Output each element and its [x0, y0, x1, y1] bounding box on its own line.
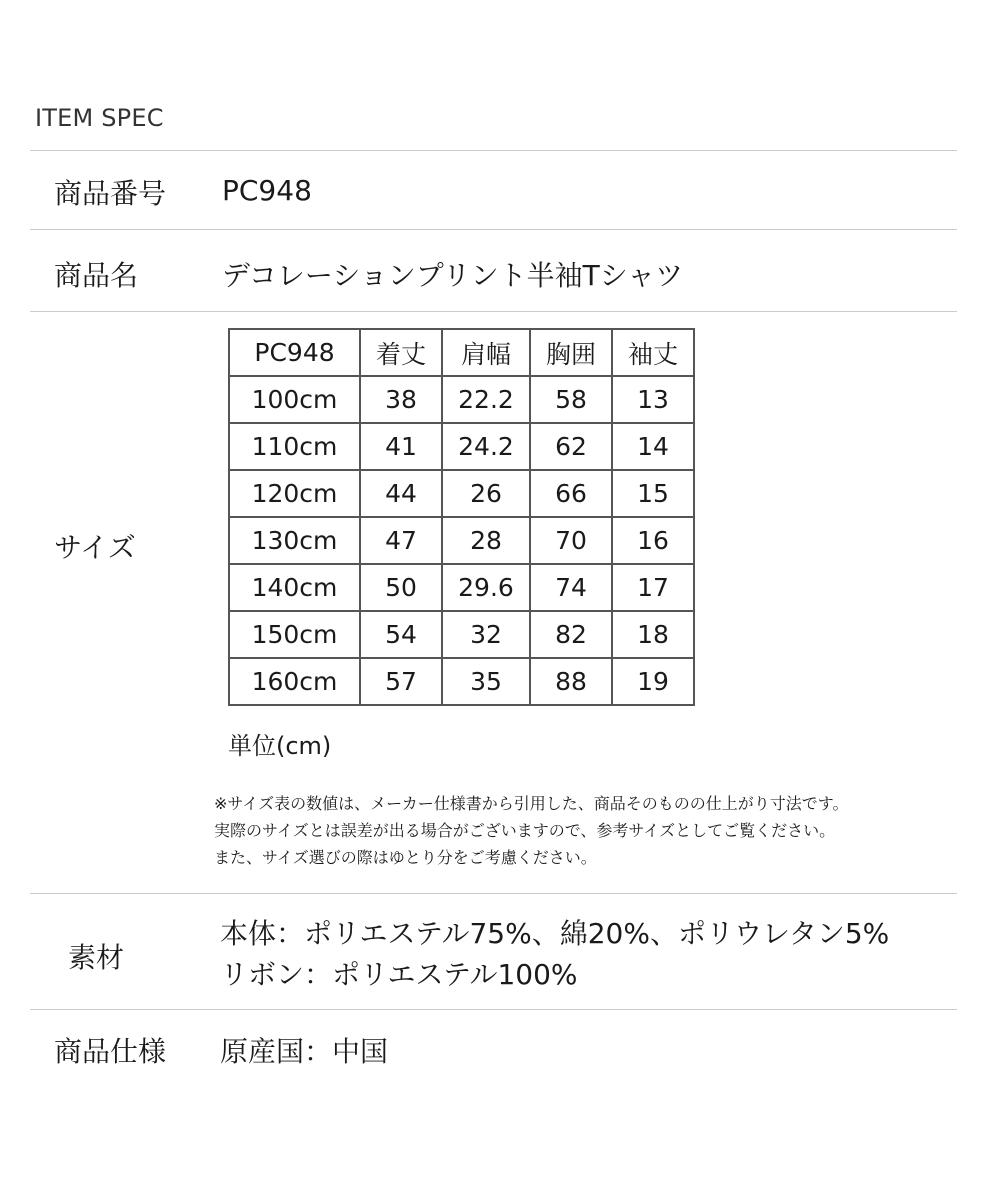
divider [30, 1009, 957, 1010]
divider [30, 893, 957, 894]
size-table-header-cell: 着丈 [360, 329, 442, 376]
item-number-value: PC948 [222, 174, 312, 207]
spec-label: 商品仕様 [54, 1035, 167, 1068]
size-table [228, 328, 695, 706]
section-title: ITEM SPEC [35, 104, 164, 132]
size-table-cell: 82 [530, 611, 612, 658]
size-table-header-row [229, 329, 694, 376]
size-table-header-cell: PC948 [229, 329, 360, 376]
item-name-value: デコレーションプリント半袖Tシャツ [222, 259, 684, 292]
size-table-cell: 38 [360, 376, 442, 423]
size-table-cell: 28 [442, 517, 530, 564]
size-table-cell: 35 [442, 658, 530, 705]
material-line: 本体：ポリエステル75%、綿20%、ポリウレタン5% [220, 917, 890, 950]
size-table-cell: 24.2 [442, 423, 530, 470]
item-name-label: 商品名 [54, 259, 139, 292]
material-label: 素材 [68, 941, 125, 974]
size-table-cell: 18 [612, 611, 694, 658]
size-table-unit: 単位(cm) [228, 732, 332, 760]
size-table-cell: 140cm [229, 564, 360, 611]
size-table-cell: 100cm [229, 376, 360, 423]
size-table-header-cell: 胸囲 [530, 329, 612, 376]
size-table-cell: 130cm [229, 517, 360, 564]
size-table-cell: 74 [530, 564, 612, 611]
size-note-line: また、サイズ選びの際はゆとり分をご考慮ください。 [214, 848, 597, 867]
size-table-cell: 62 [530, 423, 612, 470]
size-table-cell: 70 [530, 517, 612, 564]
table-row [229, 658, 694, 705]
size-table-cell: 29.6 [442, 564, 530, 611]
size-table-cell: 13 [612, 376, 694, 423]
size-table-cell: 160cm [229, 658, 360, 705]
size-table-cell: 54 [360, 611, 442, 658]
table-row [229, 611, 694, 658]
size-table-cell: 19 [612, 658, 694, 705]
size-table-cell: 16 [612, 517, 694, 564]
table-row [229, 564, 694, 611]
table-row [229, 423, 694, 470]
size-table-cell: 32 [442, 611, 530, 658]
size-table-cell: 47 [360, 517, 442, 564]
size-table-cell: 88 [530, 658, 612, 705]
table-row [229, 376, 694, 423]
size-table-cell: 17 [612, 564, 694, 611]
size-table-cell: 66 [530, 470, 612, 517]
size-table-cell: 57 [360, 658, 442, 705]
table-row [229, 470, 694, 517]
size-table-cell: 150cm [229, 611, 360, 658]
size-table-cell: 41 [360, 423, 442, 470]
size-table-cell: 50 [360, 564, 442, 611]
size-table-cell: 26 [442, 470, 530, 517]
size-table-cell: 58 [530, 376, 612, 423]
item-number-label: 商品番号 [54, 177, 167, 210]
size-table-cell: 110cm [229, 423, 360, 470]
size-note-line: 実際のサイズとは誤差が出る場合がございますので、参考サイズとしてご覧ください。 [214, 821, 836, 840]
divider [30, 311, 957, 312]
table-row [229, 517, 694, 564]
divider [30, 150, 957, 151]
material-line: リボン：ポリエステル100% [220, 958, 578, 991]
spec-value: 原産国：中国 [220, 1035, 389, 1068]
divider [30, 229, 957, 230]
size-note-line: ※サイズ表の数値は、メーカー仕様書から引用した、商品そのものの仕上がり寸法です。 [214, 794, 849, 813]
size-table-cell: 44 [360, 470, 442, 517]
size-table-cell: 22.2 [442, 376, 530, 423]
size-table-header-cell: 袖丈 [612, 329, 694, 376]
size-label: サイズ [54, 531, 136, 564]
size-table-cell: 15 [612, 470, 694, 517]
size-table-cell: 14 [612, 423, 694, 470]
size-table-header-cell: 肩幅 [442, 329, 530, 376]
size-table-cell: 120cm [229, 470, 360, 517]
